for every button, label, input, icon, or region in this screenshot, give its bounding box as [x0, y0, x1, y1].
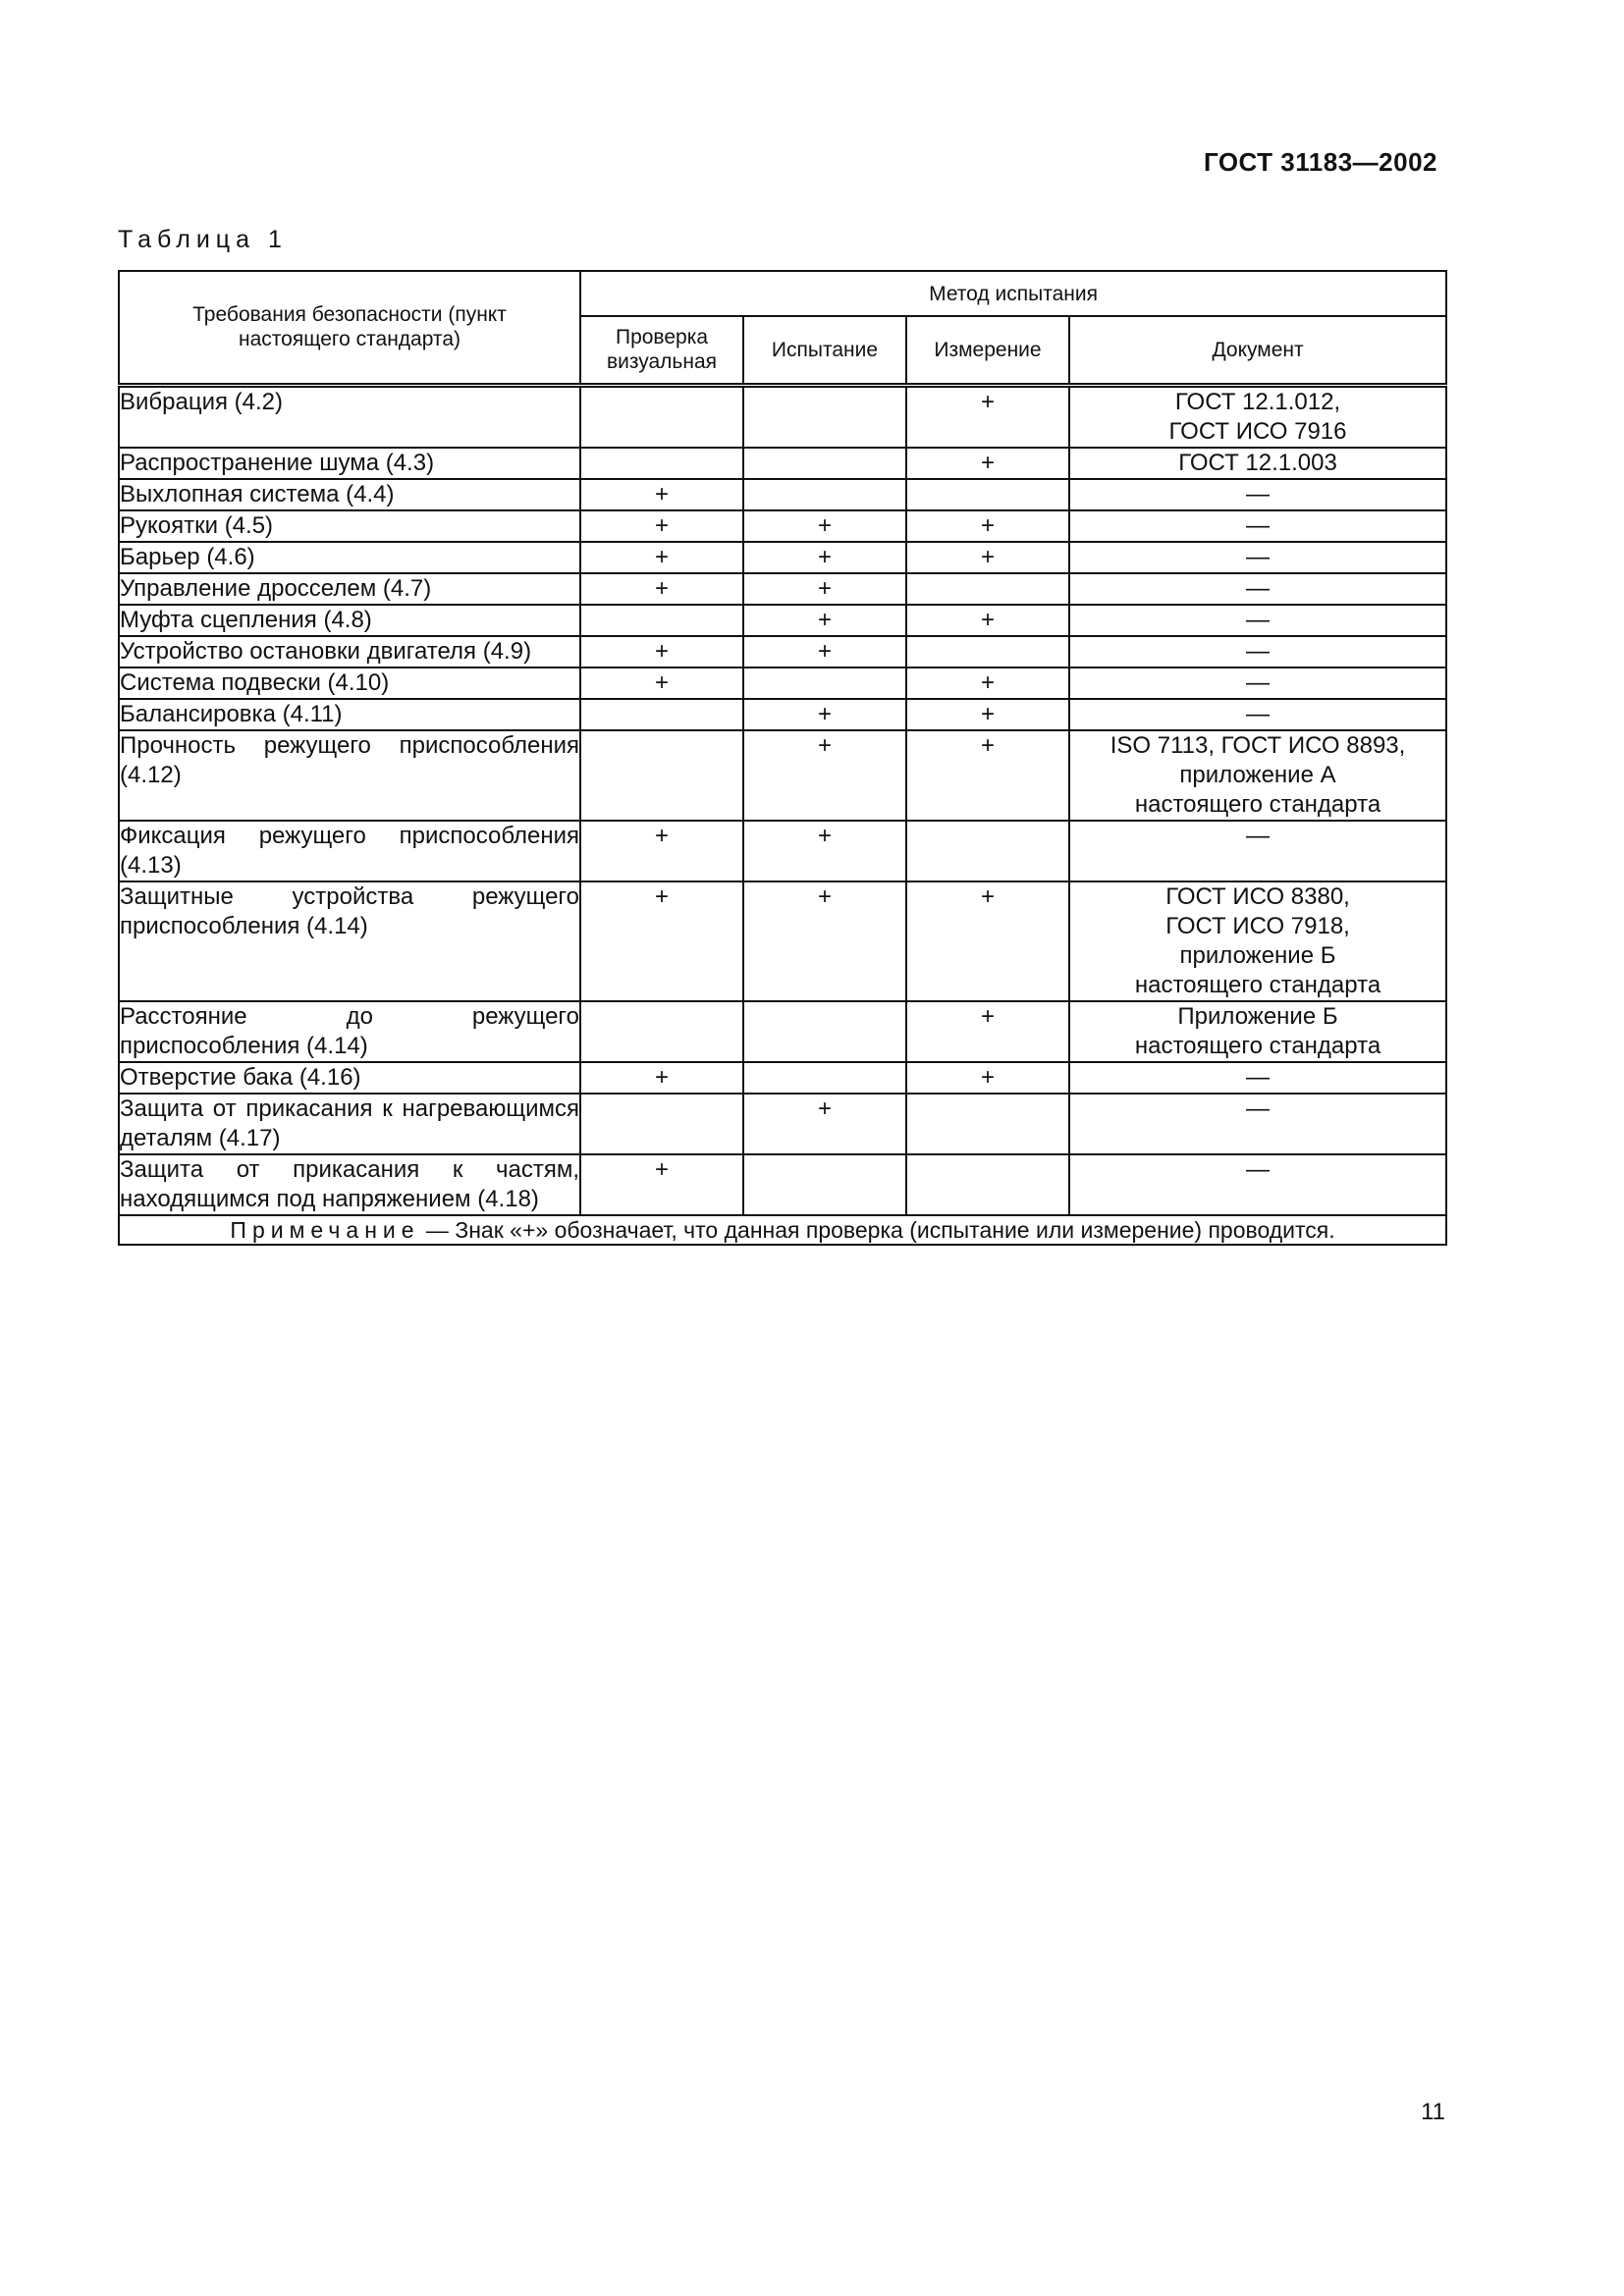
row-requirement: Муфта сцепления (4.8) [119, 605, 580, 636]
row-visual-mark: + [580, 542, 743, 573]
row-document: ГОСТ ИСО 8380, ГОСТ ИСО 7918, приложение Б настоящего стандарта [1069, 881, 1446, 1001]
row-test-mark: + [743, 605, 906, 636]
row-measure-mark: + [906, 448, 1069, 479]
row-requirement: Расстояние до режущего приспособления (4.14) [119, 1001, 580, 1062]
row-visual-mark [580, 385, 743, 448]
row-document: — [1069, 542, 1446, 573]
row-visual-mark: + [580, 479, 743, 510]
row-requirement: Балансировка (4.11) [119, 699, 580, 730]
row-visual-mark: + [580, 821, 743, 881]
row-requirement: Вибрация (4.2) [119, 385, 580, 448]
row-test-mark: + [743, 699, 906, 730]
row-visual-mark: + [580, 667, 743, 699]
note-label: Примечание [230, 1216, 420, 1243]
table-row [119, 605, 1446, 636]
row-requirement: Устройство остановки двигателя (4.9) [119, 636, 580, 667]
table-row [119, 881, 1446, 1001]
note-text: — Знак «+» обозначает, что данная проверка (испытание или измерение) проводится. [419, 1216, 1335, 1243]
header-test: Испытание [743, 316, 906, 385]
row-measure-mark: + [906, 699, 1069, 730]
row-document: — [1069, 699, 1446, 730]
table-row [119, 542, 1446, 573]
table-row [119, 636, 1446, 667]
row-visual-mark: + [580, 573, 743, 605]
row-document: — [1069, 605, 1446, 636]
table-row [119, 730, 1446, 821]
table-row [119, 699, 1446, 730]
row-requirement: Прочность режущего приспособления (4.12) [119, 730, 580, 821]
row-measure-mark: + [906, 1062, 1069, 1094]
row-measure-mark: + [906, 881, 1069, 1001]
row-document: — [1069, 479, 1446, 510]
requirements-table [118, 270, 1447, 1246]
row-document: — [1069, 1154, 1446, 1215]
header-document: Документ [1069, 316, 1446, 385]
row-requirement: Отверстие бака (4.16) [119, 1062, 580, 1094]
row-visual-mark [580, 730, 743, 821]
row-visual-mark [580, 1001, 743, 1062]
row-test-mark [743, 385, 906, 448]
row-requirement: Защитные устройства режущего приспособления (4.14) [119, 881, 580, 1001]
row-test-mark: + [743, 510, 906, 542]
row-measure-mark: + [906, 605, 1069, 636]
row-document: Приложение Б настоящего стандарта [1069, 1001, 1446, 1062]
row-measure-mark: + [906, 510, 1069, 542]
row-test-mark [743, 1154, 906, 1215]
header-method-group: Метод испытания [580, 271, 1446, 316]
row-measure-mark: + [906, 1001, 1069, 1062]
row-visual-mark: + [580, 510, 743, 542]
table-caption: Таблица 1 [118, 226, 288, 253]
table-row [119, 821, 1446, 881]
row-document: — [1069, 667, 1446, 699]
row-measure-mark [906, 636, 1069, 667]
row-test-mark [743, 479, 906, 510]
table-row [119, 667, 1446, 699]
row-requirement: Система подвески (4.10) [119, 667, 580, 699]
header-measure: Измерение [906, 316, 1069, 385]
table-row [119, 1062, 1446, 1094]
row-requirement: Барьер (4.6) [119, 542, 580, 573]
row-document: — [1069, 1094, 1446, 1154]
row-visual-mark: + [580, 1154, 743, 1215]
row-test-mark: + [743, 730, 906, 821]
row-test-mark [743, 1062, 906, 1094]
row-visual-mark [580, 605, 743, 636]
table-row [119, 385, 1446, 448]
row-requirement: Защита от прикасания к нагревающимся деталям (4.17) [119, 1094, 580, 1154]
page-number: 11 [1421, 2099, 1445, 2125]
row-visual-mark [580, 699, 743, 730]
table-note [119, 1215, 1446, 1245]
table-row [119, 573, 1446, 605]
table-row [119, 510, 1446, 542]
table-row [119, 1001, 1446, 1062]
row-document: ISO 7113, ГОСТ ИСО 8893, приложение А настоящего стандарта [1069, 730, 1446, 821]
document-id: ГОСТ 31183—2002 [1203, 147, 1437, 177]
row-measure-mark [906, 573, 1069, 605]
row-requirement: Управление дросселем (4.7) [119, 573, 580, 605]
row-test-mark [743, 448, 906, 479]
row-measure-mark: + [906, 542, 1069, 573]
row-test-mark: + [743, 821, 906, 881]
row-test-mark: + [743, 542, 906, 573]
row-measure-mark: + [906, 730, 1069, 821]
row-requirement: Защита от прикасания к частям, находящимся под напряжением (4.18) [119, 1154, 580, 1215]
row-test-mark: + [743, 636, 906, 667]
table-row [119, 448, 1446, 479]
row-visual-mark [580, 448, 743, 479]
row-visual-mark: + [580, 1062, 743, 1094]
row-visual-mark: + [580, 636, 743, 667]
row-requirement: Рукоятки (4.5) [119, 510, 580, 542]
row-document: ГОСТ 12.1.003 [1069, 448, 1446, 479]
row-document: — [1069, 636, 1446, 667]
row-measure-mark: + [906, 385, 1069, 448]
row-measure-mark [906, 1154, 1069, 1215]
row-measure-mark [906, 1094, 1069, 1154]
row-requirement: Фиксация режущего приспособления (4.13) [119, 821, 580, 881]
row-document: — [1069, 1062, 1446, 1094]
table-body [119, 385, 1446, 1215]
row-requirement: Выхлопная система (4.4) [119, 479, 580, 510]
header-visual: Проверка визуальная [580, 316, 743, 385]
row-measure-mark [906, 479, 1069, 510]
row-visual-mark [580, 1094, 743, 1154]
row-document: — [1069, 510, 1446, 542]
row-test-mark [743, 1001, 906, 1062]
row-requirement: Распространение шума (4.3) [119, 448, 580, 479]
table-row [119, 479, 1446, 510]
row-visual-mark: + [580, 881, 743, 1001]
header-requirements: Требования безопасности (пункт настоящего стандарта) [119, 271, 580, 385]
row-test-mark: + [743, 1094, 906, 1154]
table-row [119, 1094, 1446, 1154]
table-row [119, 1154, 1446, 1215]
row-measure-mark [906, 821, 1069, 881]
row-document: — [1069, 821, 1446, 881]
row-measure-mark: + [906, 667, 1069, 699]
row-document: ГОСТ 12.1.012, ГОСТ ИСО 7916 [1069, 385, 1446, 448]
row-document: — [1069, 573, 1446, 605]
row-test-mark: + [743, 881, 906, 1001]
row-test-mark [743, 667, 906, 699]
row-test-mark: + [743, 573, 906, 605]
